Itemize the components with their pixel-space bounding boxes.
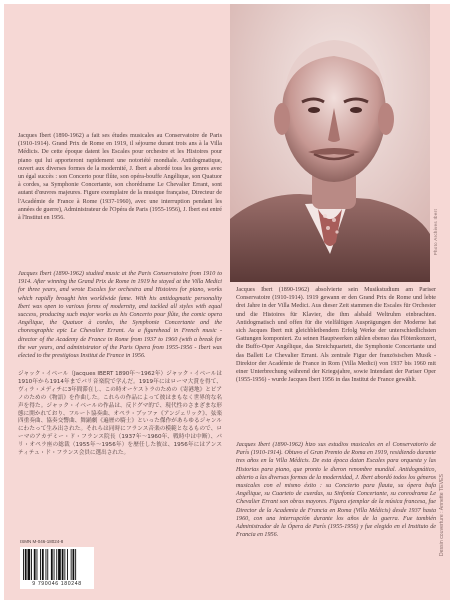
barcode-stripe — [40, 549, 41, 580]
barcode-stripe — [58, 549, 61, 580]
barcode-stripe — [47, 549, 48, 580]
barcode-stripe — [42, 549, 44, 580]
barcode-stripe — [64, 549, 65, 580]
biography-german: Jacques Ibert (1890-1962) absolvierte sein Musikstudium am Pariser Conservatoire (1910-1914). 1919 gewann er den Grand Prix de Rome und lebte drei Jahre in der Villa Medici. Aus dieser Zeit stammen die Escales für Orchester und die Histoires für Klavier, die ihm alsbald Weltruhm einbrachten. Antidogmatisch und offen für die vielfältigen Ausprägungen der Moderne hat sich Jacques Ibert mit gleichbleibendem Erfolg Werke der unterschiedlichsten Gattungen komponiert. Zu seinen Hauptwerken zählen ebenso das Flötenkonzert, die Buffo-Oper Angélique, das Streichquartett, die Symphonie Concertante und das Ballett Le Chevalier Errant. Als zentrale Figur der französischen Musik - Direktor der Académie de France in Rom (Villa Medici) von 1937 bis 1960 mit einer Unterbrechung während der Kriegsjahre, sowie Intendant der Pariser Oper (1955-1956) - wurde Jacques Ibert 1956 in das Institut de France gewählt. — [236, 287, 436, 384]
biography-english: Jacques Ibert (1890-1962) studied music at the Paris Conservatoire from 1910 to 1914. After winning the Grand Prix de Rome in 1919 he stayed at the Villa Medici for three years, and wrote Escales for orchestra and Histoires for piano, works which rapidly brought him worldwide fame. With his antidogmatic personality Ibert was open to various forms of modernity, and tackled all styles with equal success, producing such major works as his Concerto pour flûte, the comic opera Angélique, the Quatuor à cordes, the Symphonie Concertante and the choreographic epic Le Chevalier Errant. As a figurehead in French music - director of the Academy de France in Rome from 1937 to 1960 (with a break for the war years, and administrator of the Paris Opera from 1955-1956 - Ibert was elected to the prestigious Institut de France in 1956. — [18, 271, 222, 360]
barcode-stripe — [23, 549, 24, 580]
barcode-stripe — [73, 549, 75, 580]
barcode-stripe — [54, 549, 55, 580]
portrait-photo — [230, 4, 430, 282]
barcode-stripe — [46, 549, 47, 580]
barcode-stripe — [37, 549, 38, 580]
biography-spanish: Jacques Ibert (1890-1962) hizo sus estudios musicales en el Conservatorio de París (1910-1914). Obtuvo el Gran Premio de Roma en 1919, residiendo durante tres años en la Villa Médicis. De esta época datan Escales para orquesta y las Historias para piano, que pronto le dieron renombre mundial. Antidogmático, abierto a las diversas formas de la modernidad, J. Ibert abordó todos los géneros musicales con el mismo éxito : su Concierto para flauta, su ópera bufa Angélique, su Cuarteto de cuerdas, su Sinfonía Concertante, su coreodrama Le Chevalier Errant son obras mayores. Figura ejemplar de la música francesa, fue Director de la Academia de Francia en Roma (Villa Médicis) desde 1937 hasta 1960, con una interrupción durante los años de la guerra. Fue también Administrador de la Ópera de París (1955-1956) y fue elegido en el Instituto de Francia en 1956. — [236, 442, 436, 539]
barcode-stripe — [67, 549, 68, 580]
back-cover — [4, 4, 450, 600]
barcode-stripe — [34, 549, 36, 580]
biography-japanese: ジャック・イベール（Jacques IBERT 1890年〜1962年）ジャック・イベールは1910年から1914年までパリ音楽院で学んだ。1919年にはローマ大賞を得て、ヴィラ・メディチに3年間滞在し、この時オーケストラのための《寄港地》とピアノのための《物語》を作曲した。これらの作品によって彼はまもなく世界的な名声を得た。ジャック・イベールの作品は、反ドグマ的で、現代性のさまざまな形態に開かれており、フルート協奏曲、オペラ・ブッファ《アンジェリック》、弦楽四重奏曲、協奏交響曲、舞踊劇《遍歴の騎士》といった傑作があらゆるジャンルにわたって生み出された。それらは同時にフランス音楽の模範となるもので、ローマのアカデミー・ド・フランス院長（1937年〜1960年、戦時中は中断）、パリ・オペラ座の総裁（1955年〜1956年）を歴任した彼は、1956年にはアンスティテュ・ド・フランス会員に選出された。 — [18, 371, 222, 457]
biography-french: Jacques Ibert (1890-1962) a fait ses études musicales au Conservatoire de Paris (1910-1914). Grand Prix de Rome en 1919, il séjourne durant trois ans à la Villa Médicis. De cette époque datent les Escales pour orchestre et les Histoires pour piano qui lui apporteront rapidement une notoriété mondiale. Antidogmatique, ouvert aux diverses formes de la modernité, J. Ibert a abordé tous les genres avec un égal succès : son Concerto pour flûte, son opéra-bouffe Angélique, son Quatuor à cordes, sa Symphonie Concertante, son chorédrame Le Chevalier Errant, sont autant d'œuvres majeures. Figure exemplaire de la musique française, Directeur de l'Académie de France à Rome (1937-1960), avec une interruption pendant les années de guerre), Administrateur de l'Opéra de Paris (1955-1956), J. Ibert est entré à l'Institut en 1956. — [18, 133, 222, 222]
barcode-bars — [23, 549, 91, 580]
barcode-stripe — [25, 549, 27, 580]
barcode-stripe — [56, 549, 57, 580]
barcode-stripe — [28, 549, 31, 580]
barcode-number: 9 790046 180248 — [32, 581, 82, 587]
barcode-stripe — [71, 549, 72, 580]
cover-design-credit: Dessin couverture : Annette TEVES — [439, 474, 445, 557]
barcode-stripe — [31, 549, 32, 580]
barcode — [20, 547, 94, 589]
photo-credit: Photo Archives Ibert — [433, 209, 438, 256]
barcode-stripe — [62, 549, 64, 580]
portrait-image — [230, 4, 430, 282]
ismn-code: ISMN M-046-18024-8 — [20, 539, 64, 544]
barcode-stripe — [75, 549, 76, 580]
barcode-stripe — [51, 549, 53, 580]
